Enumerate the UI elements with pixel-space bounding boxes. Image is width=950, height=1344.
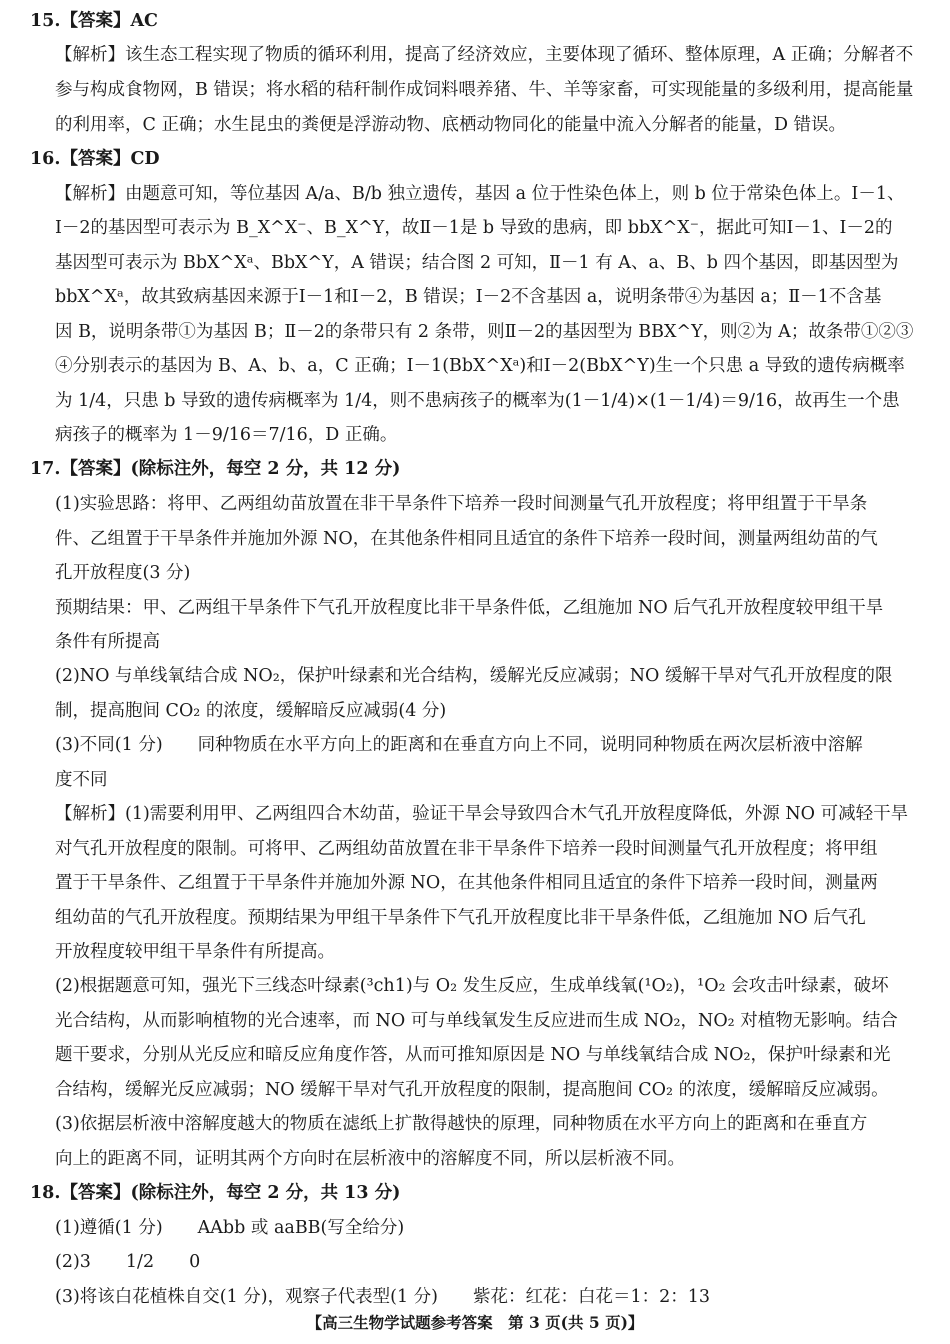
q17-analysis-line: 置于干旱条件、乙组置于干旱条件并施加外源 NO，在其他条件相同且适宜的条件下培养一段时间，测量两 — [55, 873, 878, 893]
page-footer: 【高三生物学试题参考答案 第 3 页(共 5 页)】 — [306, 1313, 644, 1332]
q15-answer-heading: 15.【答案】AC — [30, 11, 158, 31]
q17-answer-line: 件、乙组置于干旱条件并施加外源 NO，在其他条件相同且适宜的条件下培养一段时间，测量两组幼苗的气 — [55, 529, 878, 549]
q17-answer-line: 预期结果：甲、乙两组干旱条件下气孔开放程度比非干旱条件低，乙组施加 NO 后气孔开放程度较甲组干旱 — [55, 598, 884, 618]
q15-analysis-line: 的利用率，C 正确；水生昆虫的粪便是浮游动物、底栖动物同化的能量中流入分解者的能量，D 错误。 — [55, 115, 847, 135]
q16-analysis-line: 为 1/4，只患 b 导致的遗传病概率为 1/4，则不患病孩子的概率为(1－1/4)×(1－1/4)＝9/16，故再生一个患 — [55, 391, 900, 411]
q17-analysis-line: (3)依据层析液中溶解度越大的物质在滤纸上扩散得越快的原理，同种物质在水平方向上的距离和在垂直方 — [55, 1114, 868, 1134]
q17-analysis-line: 【解析】(1)需要利用甲、乙两组四合木幼苗，验证干旱会导致四合木气孔开放程度降低，外源 NO 可减轻干旱 — [55, 804, 909, 824]
q17-answer-line: (1)实验思路：将甲、乙两组幼苗放置在非干旱条件下培养一段时间测量气孔开放程度；将甲组置于干旱条 — [55, 494, 868, 514]
q17-answer-line: (2)NO 与单线氧结合成 NO₂，保护叶绿素和光合结构，缓解光反应减弱；NO 缓解干旱对气孔开放程度的限 — [55, 666, 893, 686]
q17-answer-line: 制，提高胞间 CO₂ 的浓度，缓解暗反应减弱(4 分) — [55, 701, 447, 721]
q16-answer-heading: 16.【答案】CD — [30, 149, 160, 169]
q17-analysis-line: 题干要求，分别从光反应和暗反应角度作答，从而可推知原因是 NO 与单线氧结合成 NO₂，保护叶绿素和光 — [55, 1045, 891, 1065]
q18-answer-heading: 18.【答案】(除标注外，每空 2 分，共 13 分) — [30, 1183, 401, 1203]
q18-answer-line: (3)将该白花植株自交(1 分)，观察子代表型(1 分) 紫花：红花：白花＝1：2：13 — [55, 1287, 711, 1307]
q17-analysis-line: 合结构，缓解光反应减弱；NO 缓解干旱对气孔开放程度的限制，提高胞间 CO₂ 的浓度，缓解暗反应减弱。 — [55, 1080, 889, 1100]
q15-analysis-line: 【解析】该生态工程实现了物质的循环利用，提高了经济效应，主要体现了循环、整体原理，A 正确；分解者不 — [55, 45, 914, 65]
q17-analysis-line: (2)根据题意可知，强光下三线态叶绿素(³ch1)与 O₂ 发生反应，生成单线氧(¹O₂)，¹O₂ 会攻击叶绿素，破坏 — [55, 976, 889, 996]
q17-answer-line: 度不同 — [55, 770, 108, 790]
q17-analysis-line: 向上的距离不同，证明其两个方向时在层析液中的溶解度不同，所以层析液不同。 — [55, 1149, 685, 1169]
q16-analysis-line: 【解析】由题意可知，等位基因 A/a、B/b 独立遗传，基因 a 位于性染色体上，则 b 位于常染色体上。Ⅰ－1、 — [55, 184, 905, 204]
q17-analysis-line: 组幼苗的气孔开放程度。预期结果为甲组干旱条件下气孔开放程度比非干旱条件低，乙组施加 NO 后气孔 — [55, 908, 866, 928]
q16-analysis-line: ④分别表示的基因为 B、A、b、a，C 正确；Ⅰ－1(BbX^Xᵃ)和Ⅰ－2(BbX^Y)生一个只患 a 导致的遗传病概率 — [55, 356, 905, 376]
q17-answer-line: (3)不同(1 分) 同种物质在水平方向上的距离和在垂直方向上不同，说明同种物质在两次层析液中溶解 — [55, 735, 863, 755]
q17-analysis-line: 开放程度较甲组干旱条件有所提高。 — [55, 942, 335, 962]
q15-analysis-line: 参与构成食物网，B 错误；将水稻的秸秆制作成饲料喂养猪、牛、羊等家畜，可实现能量的多级利用，提高能量 — [55, 80, 914, 100]
q17-answer-line: 孔开放程度(3 分) — [55, 563, 191, 583]
q17-answer-heading: 17.【答案】(除标注外，每空 2 分，共 12 分) — [30, 459, 401, 479]
q17-analysis-line: 光合结构，从而影响植物的光合速率，而 NO 可与单线氧发生反应进而生成 NO₂，NO₂ 对植物无影响。结合 — [55, 1011, 898, 1031]
q16-analysis-line: 因 B，说明条带①为基因 B；Ⅱ－2的条带只有 2 条带，则Ⅱ－2的基因型为 BBX^Y，则②为 A；故条带①②③ — [55, 322, 914, 342]
q18-answer-line: (2)3 1/2 0 — [55, 1252, 201, 1272]
q16-analysis-line: 病孩子的概率为 1－9/16＝7/16，D 正确。 — [55, 425, 398, 445]
q18-answer-line: (1)遵循(1 分) AAbb 或 aaBB(写全给分) — [55, 1218, 405, 1238]
q16-analysis-line: Ⅰ－2的基因型可表示为 B_X^X⁻、B_X^Y，故Ⅱ－1是 b 导致的患病，即 bbX^X⁻，据此可知Ⅰ－1、Ⅰ－2的 — [55, 218, 893, 238]
q17-answer-line: 条件有所提高 — [55, 632, 160, 652]
q16-analysis-line: 基因型可表示为 BbX^Xᵃ、BbX^Y，A 错误；结合图 2 可知，Ⅱ－1 有 A、a、B、b 四个基因，即基因型为 — [55, 253, 899, 273]
q16-analysis-line: bbX^Xᵃ，故其致病基因来源于Ⅰ－1和Ⅰ－2，B 错误；Ⅰ－2不含基因 a，说明条带④为基因 a；Ⅱ－1不含基 — [55, 287, 882, 307]
q17-analysis-line: 对气孔开放程度的限制。可将甲、乙两组幼苗放置在非干旱条件下培养一段时间测量气孔开放程度；将甲组 — [55, 839, 878, 859]
